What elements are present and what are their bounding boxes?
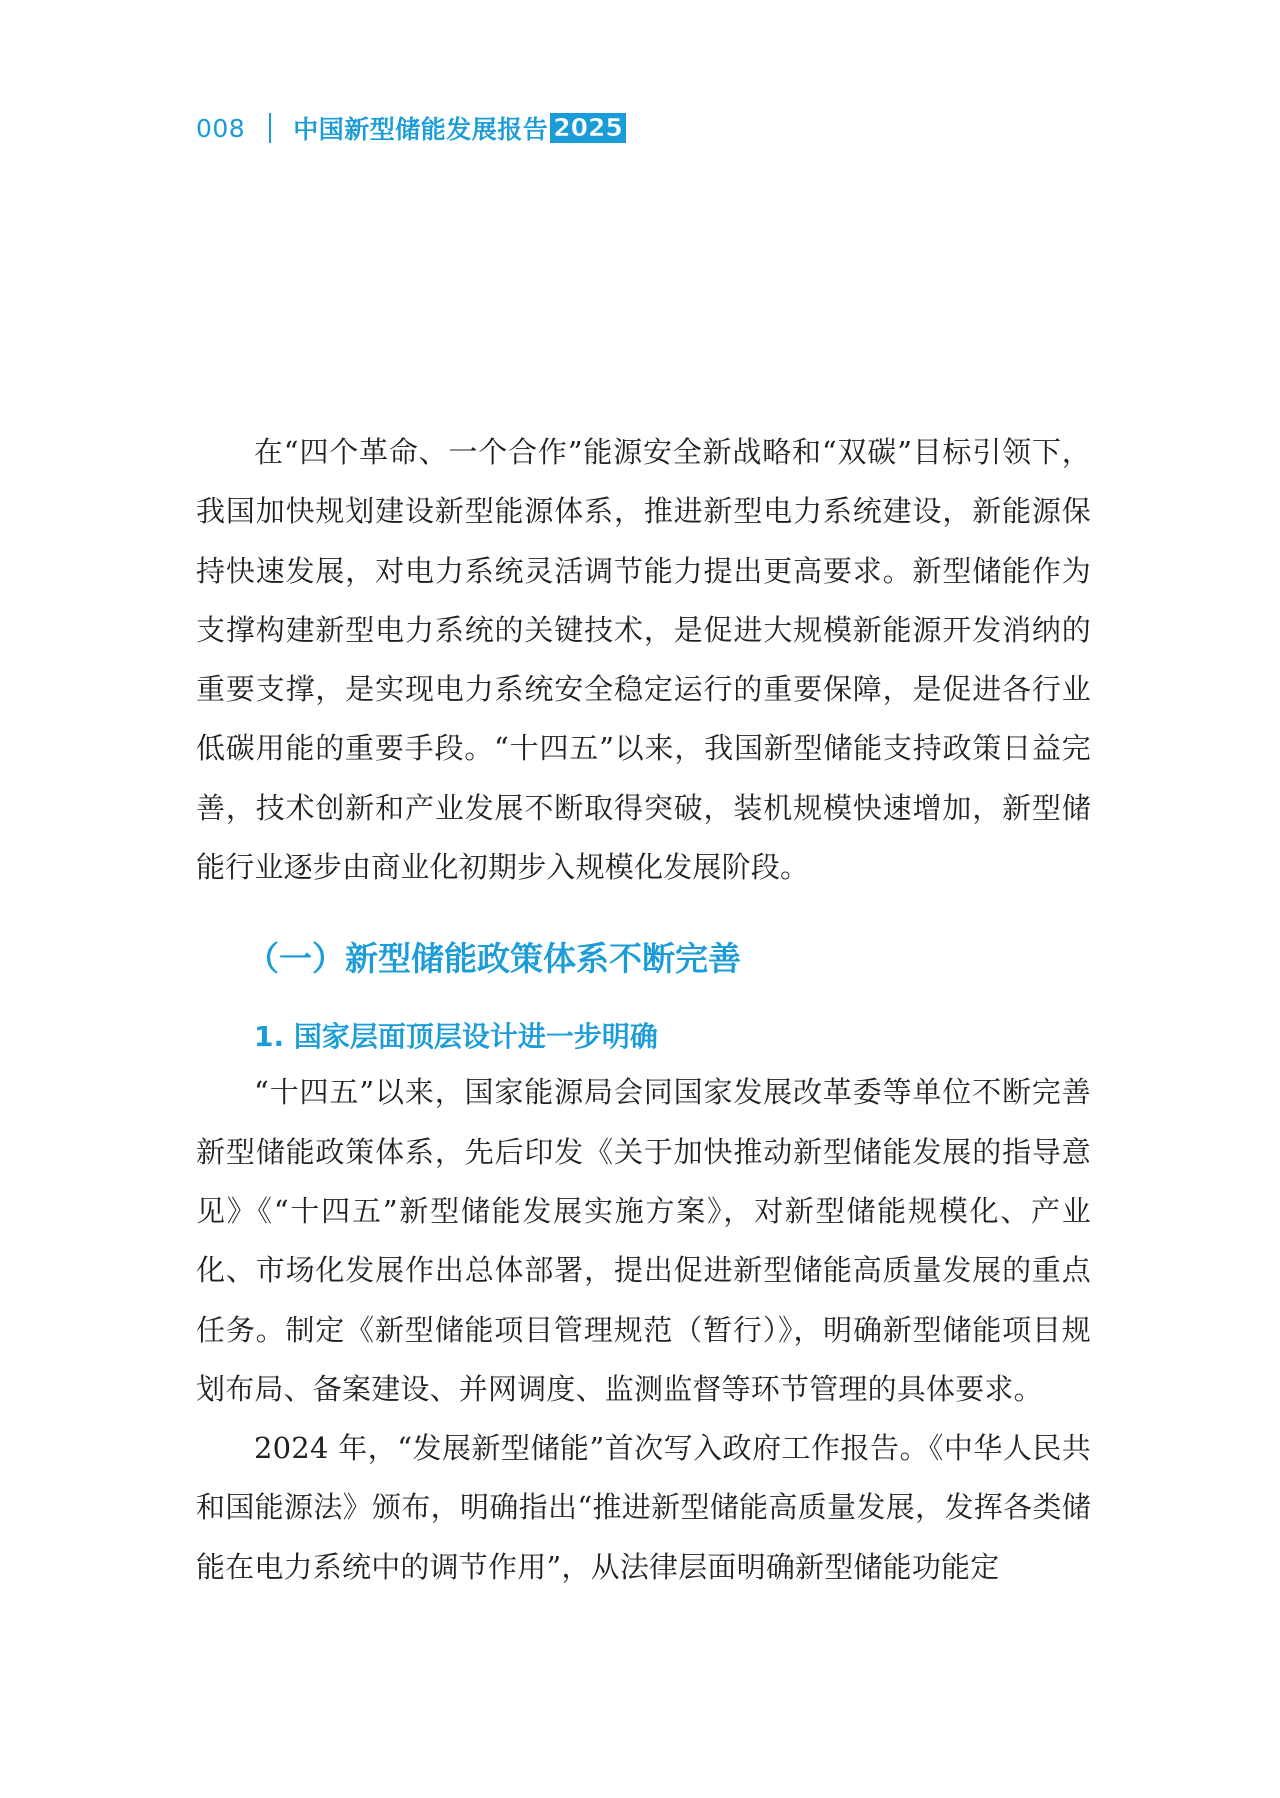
body-paragraph-3: 2024 年，“发展新型储能”首次写入政府工作报告。《中华人民共和国能源法》颁布，明确指出“推进新型储能高质量发展，发挥各类储能在电力系统中的调节作用”，从法律层面明确新型储能功能定 [196,1431,1091,1584]
report-title: 中国新型储能发展报告 [293,115,549,144]
page-header [196,108,626,148]
sub-heading: 1. 国家层面顶层设计进一步明确 [254,1020,658,1054]
page-number: 008 [196,113,246,143]
report-year-badge: 2025 [550,113,626,143]
header-divider [269,113,271,143]
page-content [196,423,1091,1597]
body-paragraph-2: “十四五”以来，国家能源局会同国家发展改革委等单位不断完善新型储能政策体系，先后印发《关于加快推动新型储能发展的指导意见》《“十四五”新型储能发展实施方案》，对新型储能规模化、产业化、市场化发展作出总体部署，提出促进新型储能高质量发展的重点任务。制定《新型储能项目管理规范（暂行）》，明确新型储能项目规划布局、备案建设、并网调度、监测监督等环节管理的具体要求。 [196,1075,1091,1406]
intro-paragraph: 在“四个革命、一个合作”能源安全新战略和“双碳”目标引领下，我国加快规划建设新型能源体系，推进新型电力系统建设，新能源保持快速发展，对电力系统灵活调节能力提出更高要求。新型储能作为支撑构建新型电力系统的关键技术，是促进大规模新能源开发消纳的重要支撑，是实现电力系统安全稳定运行的重要保障，是促进各行业低碳用能的重要手段。“十四五”以来，我国新型储能支持政策日益完善，技术创新和产业发展不断取得突破，装机规模快速增加，新型储能行业逐步由商业化初期步入规模化发展阶段。 [196,435,1091,885]
section-heading: （一）新型储能政策体系不断完善 [246,939,741,979]
